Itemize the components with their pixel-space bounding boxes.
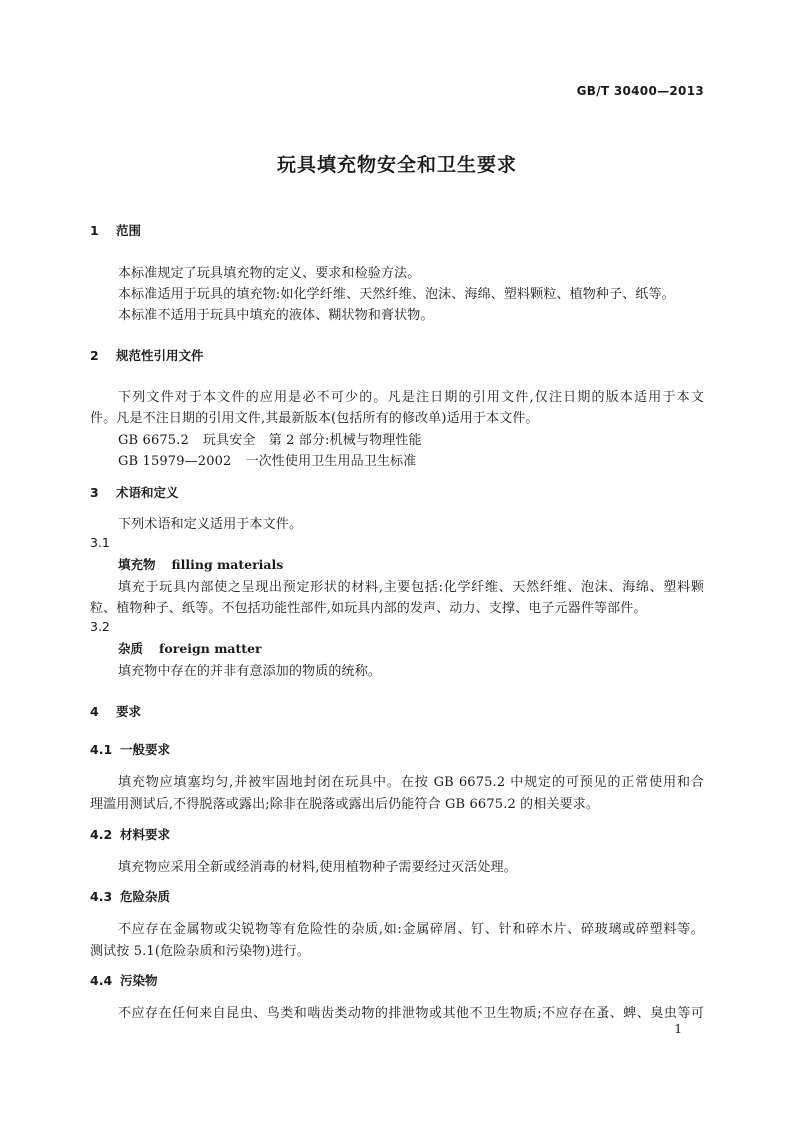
- term-definition-line: 粒、植物种子、纸等。不包括功能性部件,如玩具内部的发声、动力、支撑、电子元器件等部件。: [90, 601, 647, 616]
- section-title: 范围: [116, 223, 142, 238]
- subsection-title: 一般要求: [120, 742, 171, 757]
- subsection-title: 危险杂质: [120, 889, 171, 904]
- term-chinese: 填充物: [118, 557, 156, 572]
- subsection-4-2-heading: [90, 825, 170, 843]
- term-english: filling materials: [171, 557, 284, 572]
- term-chinese: 杂质: [118, 641, 144, 656]
- paragraph: 本标准规定了玩具填充物的定义、要求和检验方法。: [118, 266, 421, 281]
- term-number: 3.1: [90, 535, 110, 550]
- paragraph-line: 下列文件对于本文件的应用是必不可少的。凡是注日期的引用文件,仅注日期的版本适用于本文: [118, 390, 704, 405]
- subsection-number: 4.4: [90, 973, 113, 988]
- section-number: 4: [90, 704, 99, 719]
- term-definition-line: 填充于玩具内部使之呈现出预定形状的材料,主要包括:化学纤维、天然纤维、泡沫、海绵、塑料颗: [118, 580, 704, 595]
- section-2-heading: [90, 346, 204, 364]
- section-number: 2: [90, 348, 99, 363]
- section-number: 1: [90, 223, 99, 238]
- paragraph-line: 测试按 5.1(危险杂质和污染物)进行。: [90, 944, 310, 959]
- section-number: 3: [90, 485, 99, 500]
- section-title: 要求: [116, 704, 142, 719]
- reference-title: 玩具安全 第 2 部分:机械与物理性能: [202, 433, 422, 448]
- section-1-heading: [90, 221, 141, 239]
- reference-item: [118, 450, 416, 469]
- subsection-title: 污染物: [120, 973, 158, 988]
- term-entry: [118, 639, 262, 657]
- paragraph-line: 填充物应填塞均匀,并被牢固地封闭在玩具中。在按 GB 6675.2 中规定的可预见的正常使用和合: [118, 775, 704, 790]
- section-4-heading: [90, 702, 141, 720]
- term-definition: 填充物中存在的并非有意添加的物质的统称。: [118, 664, 382, 679]
- paragraph: 本标准不适用于玩具中填充的液体、糊状物和膏状物。: [118, 308, 434, 323]
- subsection-number: 4.1: [90, 742, 113, 757]
- reference-item: [118, 429, 422, 448]
- subsection-4-1-heading: [90, 740, 170, 758]
- reference-title: 一次性使用卫生用品卫生标准: [245, 454, 417, 469]
- paragraph: 本标准适用于玩具的填充物:如化学纤维、天然纤维、泡沫、海绵、塑料颗粒、植物种子、纸等。: [118, 287, 675, 302]
- subsection-number: 4.2: [90, 827, 113, 842]
- section-3-heading: [90, 483, 179, 501]
- page-number: 1: [674, 1022, 682, 1036]
- section-title: 规范性引用文件: [116, 348, 204, 363]
- subsection-title: 材料要求: [120, 827, 171, 842]
- page-title: 玩具填充物安全和卫生要求: [276, 154, 517, 176]
- paragraph: 填充物应采用全新或经消毒的材料,使用植物种子需要经过灭活处理。: [118, 860, 517, 875]
- subsection-number: 4.3: [90, 889, 113, 904]
- paragraph-line: 不应存在任何来自昆虫、鸟类和啮齿类动物的排泄物或其他不卫生物质;不应存在蚤、蜱、臭虫等可: [118, 1006, 704, 1021]
- subsection-4-3-heading: [90, 887, 170, 905]
- paragraph: 下列术语和定义适用于本文件。: [118, 517, 303, 532]
- term-entry: [118, 555, 283, 573]
- paragraph-line: 不应存在金属物或尖锐物等有危险性的杂质,如:金属碎屑、钉、针和碎木片、碎玻璃或碎塑料等。: [118, 922, 704, 937]
- paragraph-line: 理滥用测试后,不得脱落或露出;除非在脱落或露出后仍能符合 GB 6675.2 的相关要求。: [90, 797, 600, 812]
- term-number: 3.2: [90, 619, 110, 634]
- term-english: foreign matter: [159, 641, 262, 656]
- paragraph-line: 件。凡是不注日期的引用文件,其最新版本(包括所有的修改单)适用于本文件。: [90, 411, 539, 426]
- standard-number: GB/T 30400—2013: [576, 84, 704, 98]
- subsection-4-4-heading: [90, 971, 158, 989]
- reference-code: GB 15979—2002: [118, 454, 232, 469]
- reference-code: GB 6675.2: [118, 433, 189, 448]
- section-title: 术语和定义: [116, 485, 179, 500]
